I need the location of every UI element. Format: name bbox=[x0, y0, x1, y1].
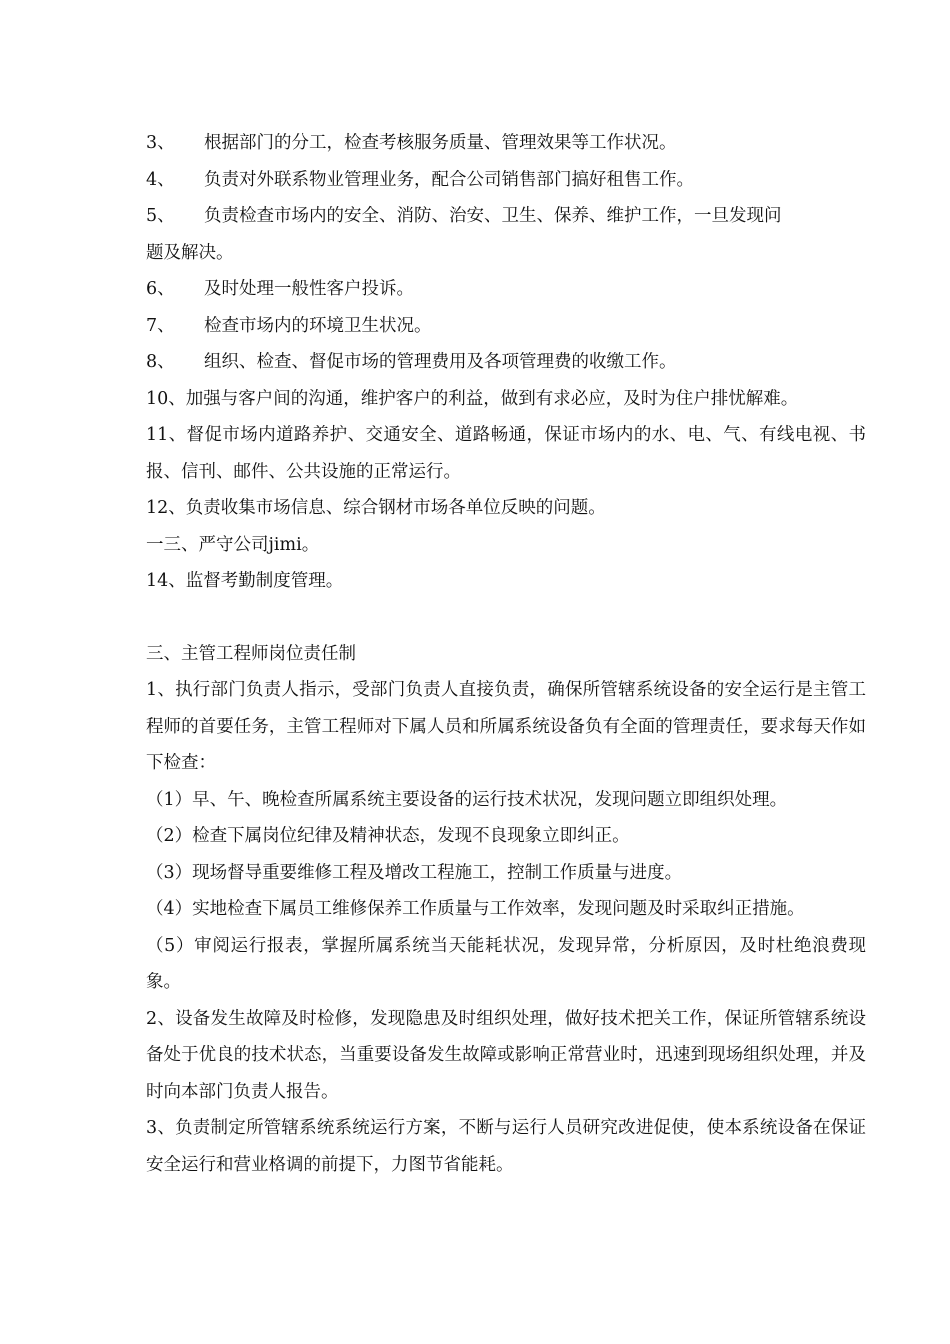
item-number: 3、 bbox=[146, 133, 175, 153]
list-line: 一三、严守公司jimi。 bbox=[146, 534, 320, 555]
check-item: （5）审阅运行报表，掌握所属系统当天能耗状况，发现异常，分析原因，及时杜绝浪费现象。 bbox=[146, 935, 866, 992]
section-spacer bbox=[146, 600, 866, 636]
list-item bbox=[146, 308, 866, 345]
item-number: 5、 bbox=[146, 206, 175, 226]
item-text: 负责对外联系物业管理业务，配合公司销售部门搞好租售工作。 bbox=[204, 169, 694, 190]
paragraph: 2、设备发生故障及时检修，发现隐患及时组织处理，做好技术把关工作，保证所管辖系统设备处于优良的技术状态，当重要设备发生故障或影响正常营业时，迅速到现场组织处理，并及时向本部门负责人报告。 bbox=[146, 1008, 866, 1102]
item-number: 6、 bbox=[146, 279, 175, 299]
list-item bbox=[146, 271, 866, 308]
list-item-continuation: 题及解决。 bbox=[146, 242, 234, 263]
item-text: 根据部门的分工，检查考核服务质量、管理效果等工作状况。 bbox=[204, 133, 677, 153]
list-line: 14、监督考勤制度管理。 bbox=[146, 571, 344, 591]
list-item bbox=[146, 162, 866, 199]
list-line: 12、负责收集市场信息、综合钢材市场各单位反映的问题。 bbox=[146, 498, 606, 518]
section-heading: 三、主管工程师岗位责任制 bbox=[146, 643, 356, 664]
item-text: 检查市场内的环境卫生状况。 bbox=[204, 315, 432, 336]
list-item bbox=[146, 125, 866, 162]
item-number: 8、 bbox=[146, 352, 175, 372]
check-item: （3）现场督导重要维修工程及增改工程施工，控制工作质量与进度。 bbox=[146, 862, 683, 883]
list-line: 11、督促市场内道路养护、交通安全、道路畅通，保证市场内的水、电、气、有线电视、书报、信刊、邮件、公共设施的正常运行。 bbox=[146, 425, 866, 482]
list-item bbox=[146, 198, 866, 235]
item-text: 负责检查市场内的安全、消防、治安、卫生、保养、维护工作，一旦发现问 bbox=[204, 206, 782, 226]
check-item: （1）早、午、晚检查所属系统主要设备的运行技术状况，发现问题立即组织处理。 bbox=[146, 789, 788, 810]
list-line: 10、加强与客户间的沟通，维护客户的利益，做到有求必应，及时为住户排忧解难。 bbox=[146, 388, 799, 409]
check-item: （4）实地检查下属员工维修保养工作质量与工作效率，发现问题及时采取纠正措施。 bbox=[146, 899, 805, 919]
item-number: 4、 bbox=[146, 169, 175, 190]
item-number: 7、 bbox=[146, 315, 175, 336]
paragraph: 3、负责制定所管辖系统系统运行方案，不断与运行人员研究改进促使，使本系统设备在保证安全运行和营业格调的前提下，力图节省能耗。 bbox=[146, 1118, 866, 1175]
paragraph: 1、执行部门负责人指示，受部门负责人直接负责，确保所管辖系统设备的安全运行是主管工程师的首要任务，主管工程师对下属人员和所属系统设备负有全面的管理责任，要求每天作如下检查： bbox=[146, 680, 866, 773]
text-column bbox=[146, 125, 866, 1183]
item-text: 组织、检查、督促市场的管理费用及各项管理费的收缴工作。 bbox=[204, 352, 677, 372]
check-item: （2）检查下属岗位纪律及精神状态，发现不良现象立即纠正。 bbox=[146, 826, 630, 846]
item-text: 及时处理一般性客户投诉。 bbox=[204, 279, 414, 299]
list-item bbox=[146, 344, 866, 381]
